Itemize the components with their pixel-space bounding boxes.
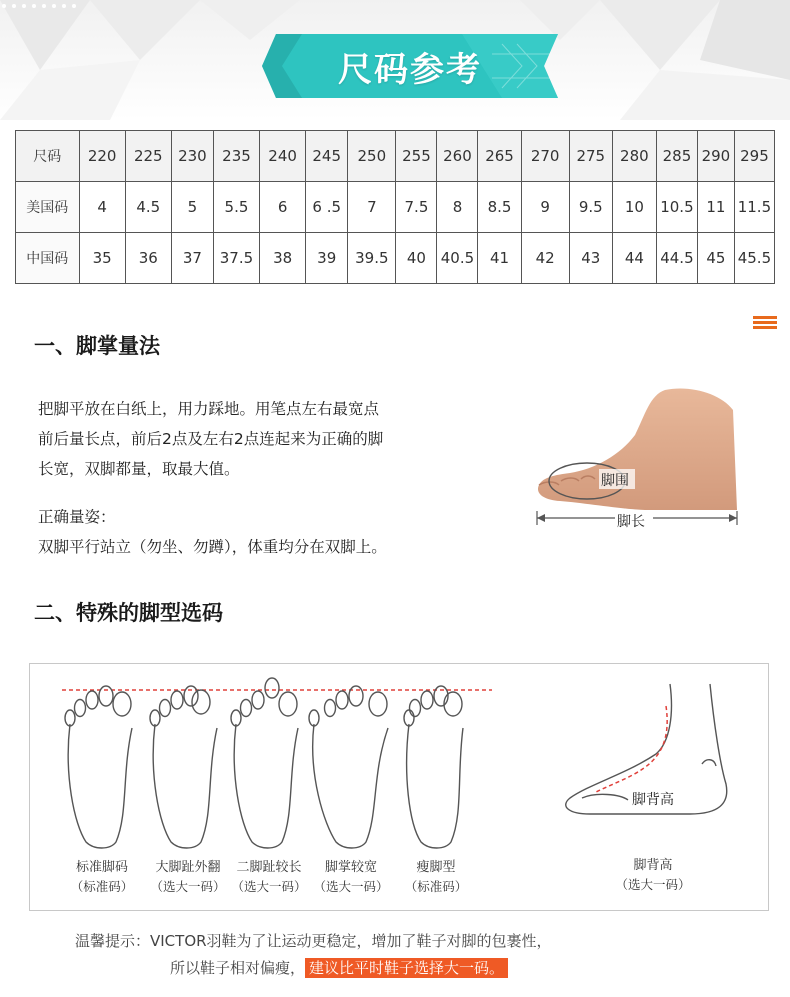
table-cell: 255 (396, 131, 437, 182)
foot-type-advice: （标准码） (404, 879, 468, 894)
posture-heading: 正确量姿： (38, 508, 116, 526)
foot-type-name: 标准脚码 (75, 860, 128, 875)
table-cell: 37 (171, 233, 213, 284)
toe-outline (309, 710, 319, 726)
tip-highlight: 建议比平时鞋子选择大一码。 (305, 958, 508, 978)
toe-outline (231, 710, 241, 726)
table-cell: 4 (79, 182, 125, 233)
table-cell: 45 (697, 233, 734, 284)
toe-outline (421, 691, 433, 709)
table-cell: 4.5 (125, 182, 171, 233)
table-cell: 220 (79, 131, 125, 182)
foot-type-advice: （选大一码） (313, 879, 389, 894)
table-cell: 38 (260, 233, 306, 284)
toe-outline (99, 686, 113, 706)
toe-outline (349, 686, 363, 706)
toe-outline (369, 692, 387, 716)
instruction-line: 前后量长点，前后2点及左右2点连起来为正确的脚 (38, 430, 384, 448)
toe-outline (252, 691, 264, 709)
toe-outline (325, 700, 336, 717)
table-cell: 11.5 (734, 182, 774, 233)
table-cell: 9 (521, 182, 569, 233)
toe-outline (404, 710, 414, 726)
measure-instructions (38, 394, 478, 484)
toe-outline (192, 690, 210, 714)
row-label: 尺码 (16, 131, 80, 182)
table-cell: 42 (521, 233, 569, 284)
tip-line-1: 温馨提示：VICTOR羽鞋为了让运动更稳定，增加了鞋子对脚的包裹性， (75, 932, 552, 950)
table-cell: 41 (478, 233, 521, 284)
table-cell: 35 (79, 233, 125, 284)
table-cell: 235 (213, 131, 259, 182)
section-heading-special: 二、特殊的脚型选码 (34, 601, 223, 625)
table-cell: 43 (569, 233, 612, 284)
table-cell: 36 (125, 233, 171, 284)
toe-outline (160, 700, 171, 717)
row-label: 中国码 (16, 233, 80, 284)
instep-label: 脚背高 (632, 792, 674, 808)
toe-outline (171, 691, 183, 709)
toe-outline (279, 692, 297, 716)
table-cell: 39 (306, 233, 348, 284)
title-banner (262, 34, 558, 98)
toe-outline (265, 678, 279, 698)
foot-type-advice: （选大一码） (231, 879, 307, 894)
toe-outline (75, 700, 86, 717)
toe-outline (184, 686, 198, 706)
foot-type-name: 脚掌较宽 (324, 860, 377, 875)
foot-outline (313, 724, 388, 848)
table-cell: 250 (348, 131, 396, 182)
toe-outline (410, 700, 421, 717)
foot-outline (234, 724, 298, 848)
table-cell: 10.5 (656, 182, 697, 233)
posture-line: 双脚平行站立（勿坐、勿蹲），体重均分在双脚上。 (38, 538, 387, 556)
hamburger-icon[interactable] (753, 316, 777, 330)
foot-type-high-instep (598, 856, 708, 894)
table-cell: 230 (171, 131, 213, 182)
foot-type-name: 二脚趾较长 (236, 860, 302, 875)
toe-outline (150, 710, 160, 726)
table-row (16, 131, 775, 182)
size-table (15, 130, 775, 284)
toe-outline (444, 692, 462, 716)
table-cell: 295 (734, 131, 774, 182)
foot-type-advice: （选大一码） (150, 879, 226, 894)
table-cell: 45.5 (734, 233, 774, 284)
foot-type-name: 瘦脚型 (416, 860, 456, 875)
length-label: 脚长 (617, 514, 645, 530)
header-background (0, 0, 790, 120)
table-cell: 10 (612, 182, 656, 233)
table-cell: 39.5 (348, 233, 396, 284)
table-cell: 40.5 (437, 233, 478, 284)
foot-measure-illustration (525, 385, 745, 549)
foot-type-advice: （标准码） (70, 879, 134, 894)
tip-line-2 (170, 957, 508, 978)
table-cell: 8 (437, 182, 478, 233)
table-cell: 6 (260, 182, 306, 233)
instruction-line: 长宽，双脚都量，取最大值。 (38, 460, 240, 478)
table-cell: 5.5 (213, 182, 259, 233)
table-cell: 245 (306, 131, 348, 182)
foot-outline (68, 724, 132, 848)
foot-type-slim (381, 858, 491, 896)
toe-outline (336, 691, 348, 709)
foot-type-name: 脚背高 (633, 858, 673, 873)
posture-instructions (38, 502, 478, 562)
foot-type-name: 大脚趾外翻 (155, 860, 221, 875)
table-cell: 44 (612, 233, 656, 284)
table-cell: 7.5 (396, 182, 437, 233)
foot-outline (407, 724, 463, 848)
tip-text: 所以鞋子相对偏瘦， (170, 959, 306, 977)
table-cell: 37.5 (213, 233, 259, 284)
table-cell: 285 (656, 131, 697, 182)
foot-outline (153, 724, 217, 848)
table-cell: 260 (437, 131, 478, 182)
foot-type-advice: （选大一码） (615, 877, 691, 892)
toe-outline (113, 692, 131, 716)
table-cell: 40 (396, 233, 437, 284)
toe-outline (86, 691, 98, 709)
instruction-line: 把脚平放在白纸上，用力踩地。用笔点左右最宽点 (38, 400, 380, 418)
table-cell: 7 (348, 182, 396, 233)
toe-outline (241, 700, 252, 717)
table-cell: 270 (521, 131, 569, 182)
table-row (16, 182, 775, 233)
table-row (16, 233, 775, 284)
table-cell: 265 (478, 131, 521, 182)
table-cell: 11 (697, 182, 734, 233)
table-cell: 240 (260, 131, 306, 182)
section-heading-measure: 一、脚掌量法 (34, 334, 160, 358)
table-cell: 275 (569, 131, 612, 182)
table-cell: 5 (171, 182, 213, 233)
table-cell: 280 (612, 131, 656, 182)
table-cell: 6 .5 (306, 182, 348, 233)
toe-outline (65, 710, 75, 726)
foot-types-panel (29, 663, 769, 911)
table-cell: 8.5 (478, 182, 521, 233)
girth-label: 脚围 (601, 473, 629, 489)
table-cell: 9.5 (569, 182, 612, 233)
table-cell: 290 (697, 131, 734, 182)
table-cell: 225 (125, 131, 171, 182)
page-title: 尺码参考 (338, 49, 482, 90)
row-label: 美国码 (16, 182, 80, 233)
decorative-dots (0, 0, 90, 20)
table-cell: 44.5 (656, 233, 697, 284)
